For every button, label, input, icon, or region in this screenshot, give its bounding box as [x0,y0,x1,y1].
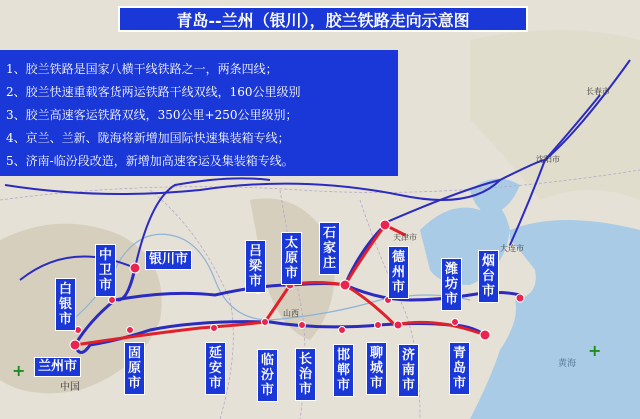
city-label-changzhi: 长治市 [295,348,316,401]
map-label-zhongguo: 中国 [60,382,80,393]
station-qingdao[interactable] [480,330,490,340]
city-label-jinan: 济南市 [398,344,419,397]
map-label-huanghai: 黄海 [558,359,577,369]
city-label-zhongwei: 中卫市 [95,244,116,297]
map-label-shenyang: 沈阳市 [536,155,560,164]
city-label-dezhou: 德州市 [388,246,409,299]
station-shijiazhuang[interactable] [340,280,350,290]
city-label-shijiazhuang: 石家庄 [319,222,340,275]
city-label-taiyuan: 太原市 [281,232,302,285]
city-label-qingdao: 青岛市 [449,342,470,395]
station-handan[interactable] [339,327,346,334]
station-yinchuan[interactable] [130,263,140,273]
city-label-weifang: 潍坊市 [441,258,462,311]
station-lanzhou[interactable] [70,340,80,350]
station-liaocheng[interactable] [375,322,382,329]
station-weifang[interactable] [452,319,459,326]
city-label-yanan: 延安市 [205,342,226,395]
map-label-tianjin: 天津市 [393,233,417,242]
station-yanan[interactable] [211,325,218,332]
map-label-shanxi: 山西 [283,309,299,318]
city-label-yinchuan: 银川市 [145,250,192,270]
city-label-handan: 邯郸市 [333,344,354,397]
page-title: 青岛--兰州（银川），胶兰铁路走向示意图 [118,6,528,32]
note-line-5: 5、济南-临汾段改造，新增加高速客运及集装箱专线。 [6,154,294,168]
notes-panel [0,50,398,176]
note-line-4: 4、京兰、兰新、陇海将新增加国际快速集装箱专线； [6,131,290,145]
map-label-dalian: 大连市 [500,244,524,253]
note-line-3: 3、胶兰高速客运铁路双线，350公里+250公里级别； [6,108,298,122]
map-marker-plus-east: + [588,341,602,360]
city-label-baiyin: 白银市 [55,278,76,331]
station-zhongwei[interactable] [109,297,116,304]
station-linfen[interactable] [262,319,269,326]
station-guyuan[interactable] [127,327,134,334]
city-label-lvliang: 吕梁市 [245,240,266,293]
city-label-guyuan: 固原市 [124,342,145,395]
station-yantai[interactable] [516,294,524,302]
note-line-1: 1、胶兰铁路是国家八横干线铁路之一，两条四线； [6,62,278,76]
city-label-lanzhou: 兰州市 [34,357,81,377]
station-tianjin[interactable] [380,220,390,230]
city-label-yantai: 烟台市 [478,250,499,303]
station-jinan[interactable] [394,321,402,329]
map-marker-plus-west: + [12,361,26,380]
map-label-changchun: 长春市 [586,87,610,96]
city-label-linfen: 临汾市 [257,349,278,402]
city-label-liaocheng: 聊城市 [366,342,387,395]
note-line-2: 2、胶兰快速重载客货两运铁路干线双线，160公里级别 [6,85,301,99]
station-changzhi[interactable] [299,322,306,329]
